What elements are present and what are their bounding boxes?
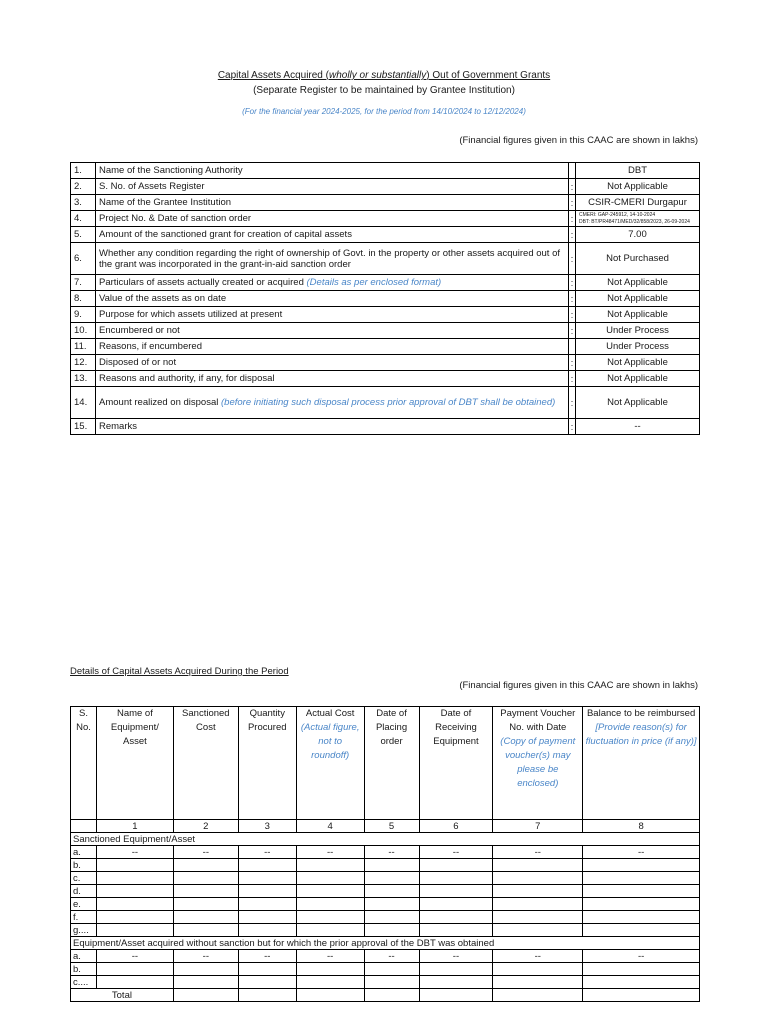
table-cell (364, 924, 419, 937)
table-row (71, 227, 700, 243)
column-number: 2 (173, 820, 238, 833)
table-cell (238, 911, 296, 924)
row-number: 11. (71, 339, 96, 355)
group-row-unsanctioned (71, 937, 700, 950)
table-cell (583, 976, 700, 989)
table-cell (583, 911, 700, 924)
table-cell: -- (493, 950, 583, 963)
row-colon: : (569, 275, 576, 291)
table-cell: -- (419, 846, 493, 859)
table-cell (96, 885, 173, 898)
table-cell (96, 872, 173, 885)
row-colon: : (569, 387, 576, 419)
row-letter: a. (71, 950, 97, 963)
row-colon: : (569, 419, 576, 435)
row-value: Not Applicable (576, 291, 700, 307)
table-cell (364, 989, 419, 1002)
table-row (71, 859, 700, 872)
row-value: 7.00 (576, 227, 700, 243)
row-label: Particulars of assets actually created or acquired (Details as per enclosed format) (96, 275, 569, 291)
header-row (71, 707, 700, 820)
table-row (71, 846, 700, 859)
table-cell (296, 989, 364, 1002)
row-label: Project No. & Date of sanction order (96, 211, 569, 227)
column-number: 7 (493, 820, 583, 833)
row-label-note: (Details as per enclosed format) (306, 277, 442, 288)
table-cell (96, 976, 173, 989)
row-label: Encumbered or not (96, 323, 569, 339)
column-header: Balance to be reimbursed [Provide reason(s) for fluctuation in price (if any)] (583, 707, 700, 820)
table-row (71, 291, 700, 307)
reporting-period: (For the financial year 2024-2025, for the period from 14/10/2024 to 12/12/2024) (242, 107, 526, 116)
row-value: Not Applicable (576, 275, 700, 291)
financial-note-2: (Financial figures given in this CAAC are shown in lakhs) (459, 680, 698, 691)
table-cell: -- (173, 950, 238, 963)
table-cell: -- (238, 846, 296, 859)
table-cell: -- (296, 846, 364, 859)
table-cell (419, 911, 493, 924)
column-header: Date of Receiving Equipment (419, 707, 493, 820)
table-cell (583, 898, 700, 911)
table-cell (296, 885, 364, 898)
table-cell (583, 989, 700, 1002)
table-row (71, 885, 700, 898)
table-cell (173, 924, 238, 937)
table-row (71, 924, 700, 937)
table-cell (296, 898, 364, 911)
row-number: 9. (71, 307, 96, 323)
table-cell (364, 911, 419, 924)
row-number: 12. (71, 355, 96, 371)
table-cell (583, 963, 700, 976)
row-label: Disposed of or not (96, 355, 569, 371)
table-row (71, 911, 700, 924)
table-cell (493, 924, 583, 937)
row-colon: : (569, 227, 576, 243)
table-row (71, 339, 700, 355)
table-cell (493, 885, 583, 898)
row-value: -- (576, 419, 700, 435)
row-letter: g.... (71, 924, 97, 937)
table-cell (238, 859, 296, 872)
table-cell (419, 963, 493, 976)
table-cell (173, 885, 238, 898)
total-label: Total (71, 989, 174, 1002)
table-cell (238, 885, 296, 898)
table-cell (493, 989, 583, 1002)
row-value: CSIR-CMERI Durgapur (576, 195, 700, 211)
row-value: Not Purchased (576, 243, 700, 275)
table-cell (173, 872, 238, 885)
column-number: 8 (583, 820, 700, 833)
table-cell: -- (583, 950, 700, 963)
column-number: 4 (296, 820, 364, 833)
table-cell (419, 859, 493, 872)
row-value: Not Applicable (576, 179, 700, 195)
row-number: 1. (71, 163, 96, 179)
row-letter: b. (71, 859, 97, 872)
asset-summary-table (70, 162, 700, 435)
row-number: 10. (71, 323, 96, 339)
table-row (71, 307, 700, 323)
table-cell (583, 872, 700, 885)
group-label: Sanctioned Equipment/Asset (71, 833, 700, 846)
table-cell (419, 976, 493, 989)
row-number: 4. (71, 211, 96, 227)
financial-note: (Financial figures given in this CAAC are shown in lakhs) (459, 135, 698, 146)
group-label: Equipment/Asset acquired without sanction but for which the prior approval of the DBT was obtained (71, 937, 700, 950)
table-cell (364, 885, 419, 898)
column-number: 3 (238, 820, 296, 833)
column-number-row (71, 820, 700, 833)
table-cell (493, 859, 583, 872)
row-letter: b. (71, 963, 97, 976)
table-cell (419, 872, 493, 885)
row-label: Whether any condition regarding the right of ownership of Govt. in the property or other assets acquired out of the grant was incorporated in the grant-in-aid sanction order (96, 243, 569, 275)
table-cell (493, 976, 583, 989)
column-number: 1 (96, 820, 173, 833)
column-header: Quantity Procured (238, 707, 296, 820)
table-cell (296, 872, 364, 885)
table-cell (96, 898, 173, 911)
row-value: Under Process (576, 323, 700, 339)
table-row (71, 163, 700, 179)
table-row (71, 872, 700, 885)
row-colon: : (569, 291, 576, 307)
table-row (71, 243, 700, 275)
row-colon: : (569, 371, 576, 387)
row-label: Reasons, if encumbered (96, 339, 569, 355)
table-cell: -- (96, 846, 173, 859)
table-cell: -- (583, 846, 700, 859)
table-cell (238, 924, 296, 937)
table-cell (493, 963, 583, 976)
table-row (71, 195, 700, 211)
row-number: 6. (71, 243, 96, 275)
table-cell (173, 989, 238, 1002)
row-value: Not Applicable (576, 371, 700, 387)
row-label: Purpose for which assets utilized at present (96, 307, 569, 323)
row-number: 5. (71, 227, 96, 243)
table-cell (364, 963, 419, 976)
table-cell (493, 872, 583, 885)
row-label: Reasons and authority, if any, for disposal (96, 371, 569, 387)
table-cell: -- (364, 950, 419, 963)
row-number: 15. (71, 419, 96, 435)
group-row-sanctioned (71, 833, 700, 846)
table-row (71, 355, 700, 371)
table-cell (583, 885, 700, 898)
row-number: 7. (71, 275, 96, 291)
row-label: S. No. of Assets Register (96, 179, 569, 195)
table-cell (364, 976, 419, 989)
row-letter: c.... (71, 976, 97, 989)
column-header: S. No. (71, 707, 97, 820)
table-cell (238, 898, 296, 911)
row-value: Not Applicable (576, 355, 700, 371)
column-header: Sanctioned Cost (173, 707, 238, 820)
row-number: 8. (71, 291, 96, 307)
column-header-note: (Copy of payment voucher(s) may please be enclosed) (500, 736, 576, 789)
table-cell (493, 898, 583, 911)
row-colon: : (569, 307, 576, 323)
table-cell (96, 924, 173, 937)
row-value: DBT (576, 163, 700, 179)
asset-details-table (70, 706, 700, 1002)
column-number (71, 820, 97, 833)
table-cell (296, 859, 364, 872)
table-row (71, 323, 700, 339)
row-number: 14. (71, 387, 96, 419)
row-label-note: (before initiating such disposal process prior approval of DBT shall be obtained) (221, 397, 556, 408)
table-cell (583, 859, 700, 872)
row-colon (569, 339, 576, 355)
table-cell (296, 924, 364, 937)
row-colon: : (569, 195, 576, 211)
table-row (71, 963, 700, 976)
table-cell (173, 963, 238, 976)
document-title: Capital Assets Acquired (wholly or substantially) Out of Government Grants (217, 70, 551, 81)
table-cell: -- (173, 846, 238, 859)
table-cell (238, 963, 296, 976)
row-colon: : (569, 179, 576, 195)
row-value: Not Applicable (576, 307, 700, 323)
value-line: CMERI: GAP-245912, 14-10-2024 (579, 211, 656, 218)
row-colon: : (569, 211, 576, 227)
row-value (576, 211, 700, 227)
row-letter: a. (71, 846, 97, 859)
table-row (71, 371, 700, 387)
column-header-note: (Actual figure, not to roundoff) (300, 722, 360, 761)
row-label: Name of the Grantee Institution (96, 195, 569, 211)
row-number: 2. (71, 179, 96, 195)
table-cell (173, 976, 238, 989)
row-letter: e. (71, 898, 97, 911)
table-cell (173, 859, 238, 872)
table-row (71, 898, 700, 911)
table-row (71, 950, 700, 963)
table-cell (296, 911, 364, 924)
table-cell (583, 924, 700, 937)
row-label: Remarks (96, 419, 569, 435)
document-subtitle: (Separate Register to be maintained by Grantee Institution) (253, 85, 515, 96)
table-cell (419, 898, 493, 911)
table-cell (296, 963, 364, 976)
row-value: Not Applicable (576, 387, 700, 419)
table-row (71, 179, 700, 195)
table-row (71, 275, 700, 291)
row-colon (569, 163, 576, 179)
table-cell (238, 976, 296, 989)
table-cell: -- (493, 846, 583, 859)
table-cell (238, 989, 296, 1002)
column-number: 5 (364, 820, 419, 833)
row-colon: : (569, 355, 576, 371)
total-row (71, 989, 700, 1002)
table-cell (96, 859, 173, 872)
table-cell: -- (364, 846, 419, 859)
row-label: Amount of the sanctioned grant for creation of capital assets (96, 227, 569, 243)
table-cell: -- (96, 950, 173, 963)
row-letter: f. (71, 911, 97, 924)
table-cell (364, 898, 419, 911)
table-cell (364, 872, 419, 885)
row-letter: d. (71, 885, 97, 898)
section-title: Details of Capital Assets Acquired During the Period (70, 666, 289, 677)
table-cell (173, 898, 238, 911)
table-cell (173, 911, 238, 924)
row-label: Amount realized on disposal (before initiating such disposal process prior approval of DBT shall be obtained) (96, 387, 569, 419)
table-cell (419, 989, 493, 1002)
column-header-note: [Provide reason(s) for fluctuation in price (if any)] (585, 722, 697, 747)
table-row (71, 976, 700, 989)
column-number: 6 (419, 820, 493, 833)
table-row (71, 387, 700, 419)
row-colon: : (569, 323, 576, 339)
table-cell (493, 911, 583, 924)
column-header: Actual Cost (Actual figure, not to roundoff) (296, 707, 364, 820)
table-cell: -- (296, 950, 364, 963)
column-header: Name of Equipment/ Asset (96, 707, 173, 820)
table-cell: -- (238, 950, 296, 963)
column-header: Payment Voucher No. with Date (Copy of payment voucher(s) may please be enclosed) (493, 707, 583, 820)
value-line: DBT: BT/PR48471/MED/32/858/2023, 26-09-2024 (579, 218, 690, 225)
table-cell (296, 976, 364, 989)
row-colon: : (569, 243, 576, 275)
row-label: Name of the Sanctioning Authority (96, 163, 569, 179)
table-cell (419, 885, 493, 898)
row-letter: c. (71, 872, 97, 885)
row-label: Value of the assets as on date (96, 291, 569, 307)
table-cell: -- (419, 950, 493, 963)
row-number: 3. (71, 195, 96, 211)
table-cell (419, 924, 493, 937)
table-cell (364, 859, 419, 872)
table-row (71, 419, 700, 435)
row-value: Under Process (576, 339, 700, 355)
table-cell (96, 911, 173, 924)
table-cell (96, 963, 173, 976)
table-cell (238, 872, 296, 885)
column-header: Date of Placing order (364, 707, 419, 820)
row-number: 13. (71, 371, 96, 387)
table-row (71, 211, 700, 227)
